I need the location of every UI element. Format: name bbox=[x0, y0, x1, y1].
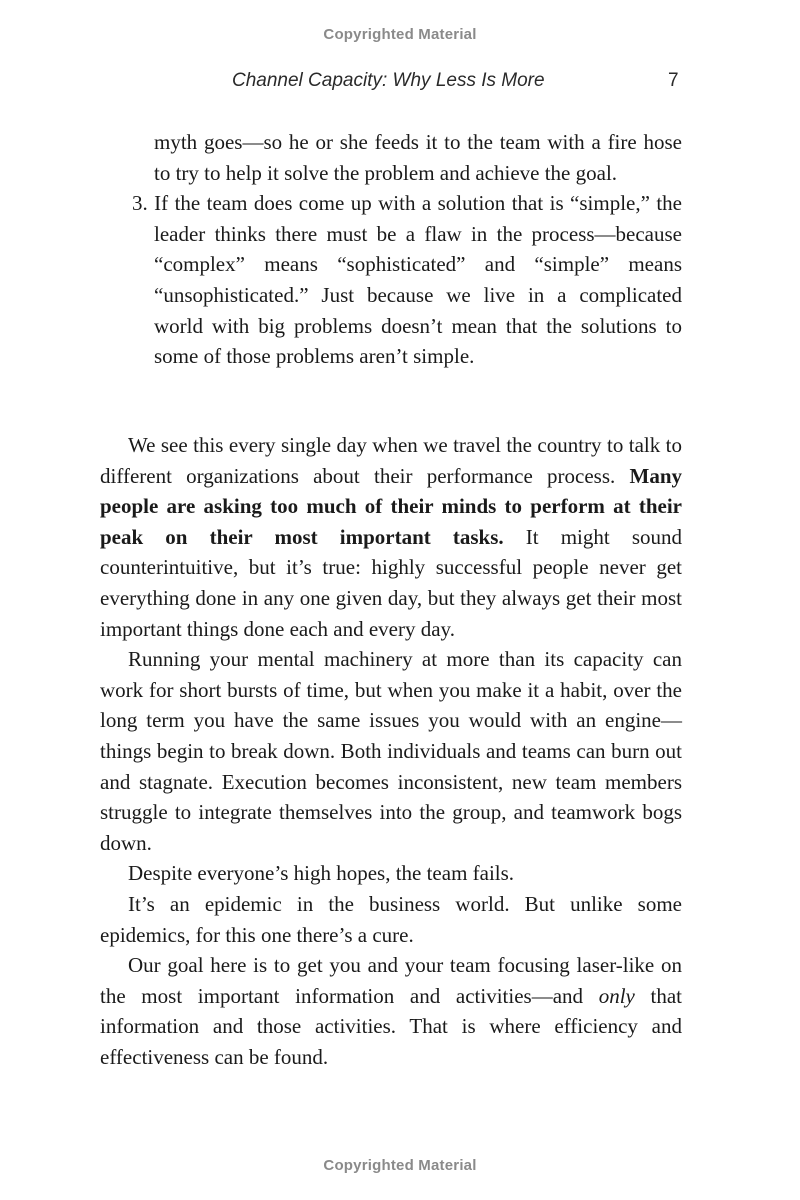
copyright-notice-bottom: Copyrighted Material bbox=[323, 1157, 477, 1174]
running-header bbox=[0, 70, 800, 96]
paragraph-5-end: that information and those activities. That is where efficiency and effectiveness can be found. bbox=[100, 983, 682, 1069]
page-number: 7 bbox=[668, 70, 679, 91]
list-item-number: 3. bbox=[132, 191, 148, 216]
paragraph-1-emphasis: Many people are asking too much of their minds to perform at their peak on their most important tasks. bbox=[100, 463, 682, 549]
list-item-continuation: myth goes—so he or she feeds it to the team with a fire hose to try to help it solve the problem and achieve the goal. bbox=[154, 130, 682, 185]
list-item-3 bbox=[132, 188, 682, 372]
paragraph-1-start: We see this every single day when we travel the country to talk to different organizations about their performance process. bbox=[100, 433, 682, 488]
paragraph-3: Despite everyone’s high hopes, the team fails. bbox=[128, 861, 515, 886]
body-text bbox=[100, 430, 682, 1072]
list-item-text: If the team does come up with a solution that is “simple,” the leader thinks there must be a flaw in the process—because “complex” means “sophisticated” and “simple” means “unsophisticated.” Just because we live in a complicated world with big problems doesn’t mean that the solutions to some of those problems aren’t simple. bbox=[154, 191, 682, 369]
copyright-notice-top: Copyrighted Material bbox=[323, 26, 477, 43]
numbered-list bbox=[132, 127, 682, 372]
paragraph-1 bbox=[100, 430, 682, 644]
paragraph-4: It’s an epidemic in the business world. But unlike some epidemics, for this one there’s a cure. bbox=[100, 891, 682, 947]
paragraph-5-italic: only bbox=[598, 983, 635, 1008]
paragraph-1-end: It might sound counterintuitive, but it’s true: highly successful people never get everything done in any one given day, but they always get their most important things done each and every day. bbox=[100, 524, 682, 641]
paragraph-5 bbox=[100, 950, 682, 1072]
paragraph-5-start: Our goal here is to get you and your team focusing laser-like on the most important information and activities—and bbox=[100, 953, 682, 1008]
paragraph-2: Running your mental machinery at more than its capacity can work for short bursts of time, but when you make it a habit, over the long term you have the same issues you would with an engine—things begin to break down. Both individuals and teams can burn out and stagnate. Execution becomes inconsistent, new team members struggle to integrate themselves into the group, and teamwork bogs down. bbox=[100, 647, 682, 855]
chapter-title: Channel Capacity: Why Less Is More bbox=[232, 70, 545, 91]
